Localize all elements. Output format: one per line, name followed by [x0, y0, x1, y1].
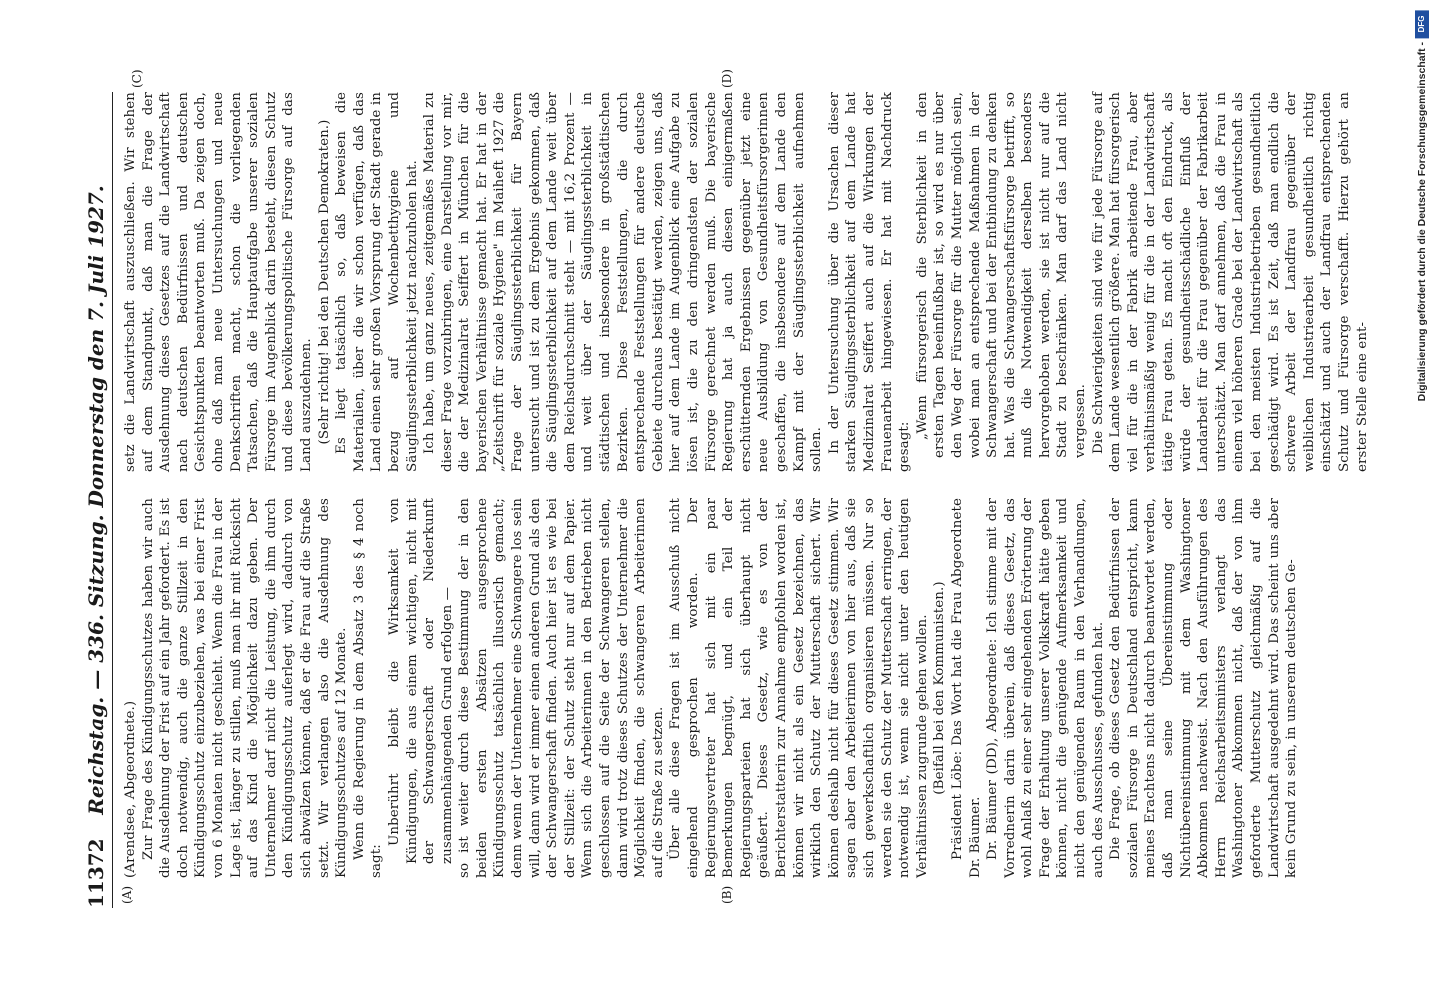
paragraph: Unberührt bleibt die Wirksamkeit von Kündigungen, die aus einem wichtigen, nicht mit der Schwangerschaft oder Niederkunft zusammenhängenden Grund erfolgen —	[386, 498, 455, 864]
paragraph: Über alle diese Fragen ist im Ausschuß nicht eingehend gesprochen worden. Der Regierungsvertreter hat sich mit ein paar Bemerkungen begnügt, und ein Teil der Regierungsparteien hat sich überhaupt nicht geäußert. Dieses Gesetz, wie es von der Berichterstatterin zur Annahme empfohlen worden ist, können wir nicht als ein Gesetz bezeichnen, das wirklich den Schutz der Mutterschaft sichert. Wir können deshalb nicht für dieses Gesetz stimmen. Wir sagen aber den Arbeiterinnen von hier aus, daß sie sich gewerkschaftlich organisieren müssen. Nur so werden sie den Schutz der Mutterschaft erringen, der notwendig ist, wenn sie nicht unter den heutigen Verhältnissen zugrunde gehen wollen.	[668, 498, 930, 878]
paragraph: Die Frage, ob dieses Gesetz den Bedürfnissen der sozialen Fürsorge in Deutschland entspricht, kann meines Erachtens nicht dadurch beantwortet werden, daß man seine Übereinstimmung oder Nichtübereinstimmung mit dem Washingtoner Abkommen nachweist. Nach den Ausführungen des Herrn Reichsarbeitsministers verlangt das Washingtoner Abkommen nicht, daß der von ihm geforderte Mutterschutz gleichmäßig auf die Landwirtschaft ausgedehnt wird. Das scheint uns aber kein Grund zu sein, in unserem deutschen Ge-	[1108, 498, 1300, 878]
paragraph: Zur Frage des Kündigungsschutzes haben wir auch die Ausdehnung der Frist auf ein Jahr gefordert. Es ist doch notwendig, auch die ganze Stillzeit in den Kündigungsschutz einzubeziehen, was bei einer Frist von 6 Monaten nicht geschieht. Wenn die Frau in der Lage ist, länger zu stillen, muß man ihr mit Rücksicht auf das Kind die Möglichkeit dazu geben. Der Unternehmer darf nicht die Leistung, die ihm durch den Kündigungsschutz auferlegt wird, dadurch von sich abwälzen können, daß er die Frau auf die Straße setzt. Wir verlangen also die Ausdehnung des Kündigungsschutzes auf 12 Monate.	[140, 498, 350, 878]
paragraph: setz die Landwirtschaft auszuschließen. Wir stehen auf dem Standpunkt, daß man die Frage der Ausdehnung dieses Gesetzes auf die Landwirtschaft nach deutschen Bedürfnissen und deutschen Gesichtspunkten beantworten muß. Da zeigen doch, ohne daß man neue Untersuchungen und neue Denkschriften macht, schon die vorliegenden Tatsachen, daß die Hauptaufgabe unserer sozialen Fürsorge im Augenblick darin besteht, diesen Schutz und diese bevölkerungspolitische Fürsorge auf das Land auszudehnen.	[123, 92, 314, 472]
paragraph: Die Schwierigkeiten sind wie für jede Fürsorge auf dem Lande wesentlich größere. Man hat fürsorgerisch viel für die in der Fabrik arbeitende Frau, aber verhältnismäßig wenig für die in der Landwirtschaft tätige Frau getan. Es macht oft den Eindruck, als würde der gesundheitsschädliche Einfluß der Landarbeit für die Frau gegenüber der Fabrikarbeit unterschätzt. Man darf annehmen, daß die Frau in einem viel höheren Grade bei der Landwirtschaft als bei den meisten Industriebetrieben gesundheitlich geschädigt wird. Es ist Zeit, daß man endlich die schwere Arbeit der Landfrau gegenüber der weiblichen Industriearbeit gesundheitlich richtig einschätzt und auch der Landfrau entsprechenden Schutz und Fürsorge verschafft. Hierzu gehört an erster Stelle eine ent-	[1090, 92, 1370, 472]
paragraph: Es liegt tatsächlich so, daß beweisen die Materialien, über die wir schon verfügen, daß das Land einen sehr großen Vorsprung der Stadt gerade in bezug auf Wochenbetthygiene und Säuglingssterblichkeit jetzt nachzuholen hat.	[334, 92, 420, 472]
paragraph: Ich habe, um ganz neues, zeitgemäßes Material zu dieser Frage vorzubringen, eine Darstellung vor mir, die der Medizinalrat Seiffert in München für die bayerischen Verhältnisse gemacht hat. Er hat in der „Zeitschrift für soziale Hygiene" im Maiheft 1927 die Frage der Säuglingssterblichkeit für Bayern untersucht und ist zu dem Ergebnis gekommen, daß die Säuglingssterblichkeit auf dem Lande weit über dem Reichsdurchschnitt steht — mit 16,2 Prozent — und weit über der Säuglingssterblichkeit in städtischen und insbesondere in großstädtischen Bezirken. Diese Feststellungen, die durch entsprechende Feststellungen für andere deutsche Gebiete durchaus bestätigt werden, zeigen uns, daß hier auf dem Lande im Augenblick eine Aufgabe zu lösen ist, die zu den dringendsten der sozialen Fürsorge gerechnet werden muß. Die bayerische Regierung hat ja auch diesen einigermaßen erschütternden Ergebnissen gegenüber jetzt eine neue Ausbildung von Gesundheitsfürsorgerinnen geschaffen, die insbesondere auf dem Lande den Kampf mit der Säuglingssterblichkeit aufnehmen sollen.	[422, 92, 825, 472]
paragraph: Präsident Löbe: Das Wort hat die Frau Abgeordnete Dr. Bäumer.	[949, 498, 983, 878]
margin-mark-c: (C)	[130, 69, 144, 88]
paragraph: In der Untersuchung über die Ursachen dieser starken Säuglingssterblichkeit auf dem Lande hat Medizinalrat Seiffert auch auf die Wirkungen der Frauenarbeit hingewiesen. Er hat mit Nachdruck gesagt:	[826, 92, 913, 472]
paragraph: (Beifall bei den Kommunisten.)	[932, 581, 948, 795]
paragraph: „Wenn fürsorgerisch die Sterblichkeit in den ersten Tagen beeinflußbar ist, so wird es nur über den Weg der Fürsorge für die Mutter möglich sein, wobei man an entsprechende Maßnahmen in der Schwangerschaft und bei der Entbindung zu denken hat. Was die Schwangerschaftsfürsorge betrifft, so muß die Notwendigkeit derselben besonders hervorgehoben werden, sie ist nicht nur auf die Stadt zu beschränken. Man darf das Land nicht vergessen.	[914, 92, 1089, 458]
session-heading: Reichstag. — 336. Sitzung. Donnerstag den 7. Juli 1927.	[84, 185, 108, 815]
page-header	[82, 92, 113, 908]
margin-mark-d: (D)	[720, 69, 734, 88]
margin-mark-b: (B)	[720, 885, 734, 904]
credit-text: Digitalisierung gefördert durch die Deutsche Forschungsgemeinschaft -	[1416, 42, 1428, 402]
paragraph: Wenn die Regierung in dem Absatz 3 des § 4 noch sagt:	[351, 498, 385, 878]
paragraph: so ist weiter durch diese Bestimmung der in den beiden ersten Absätzen ausgesprochene Kündigungsschutz tatsächlich illusorisch gemacht; denn wenn der Unternehmer eine Schwangere los sein will, dann wird er immer einen anderen Grund als den der Schwangerschaft finden. Auch hier ist es wie bei der Stillzeit: der Schutz steht nur auf dem Papier. Wenn sich die Arbeiterinnen in den Betrieben nicht geschlossen auf die Seite der Schwangeren stellen, dann wird trotz dieses Schutzes der Unternehmer die Möglichkeit finden, die schwangeren Arbeiterinnen auf die Straße zu setzen.	[457, 498, 666, 878]
paragraph: (Sehr richtig! bei den Deutschen Demokraten.)	[316, 119, 332, 445]
paragraph: Dr. Bäumer (DD), Abgeordnete: Ich stimme mit der Vorrednerin darin überein, daß dieses Gesetz, das wohl Anlaß zu einer sehr eingehenden Erörterung der Frage der Erhaltung unserer Volkskraft hätte geben können, nicht die genügende Aufmerksamkeit und nicht den genügenden Raum in den Verhandlungen, auch des Ausschusses, gefunden hat.	[985, 498, 1106, 878]
digitization-credit	[1412, 10, 1432, 1000]
right-text-column	[122, 92, 1370, 472]
left-text-column	[122, 498, 1300, 878]
dfg-logo-icon: DFG	[1415, 10, 1429, 38]
page-number: 11372	[84, 838, 108, 908]
paragraph: (Arendsee, Abgeordnete.)	[123, 700, 138, 878]
margin-mark-a: (A)	[120, 885, 134, 904]
